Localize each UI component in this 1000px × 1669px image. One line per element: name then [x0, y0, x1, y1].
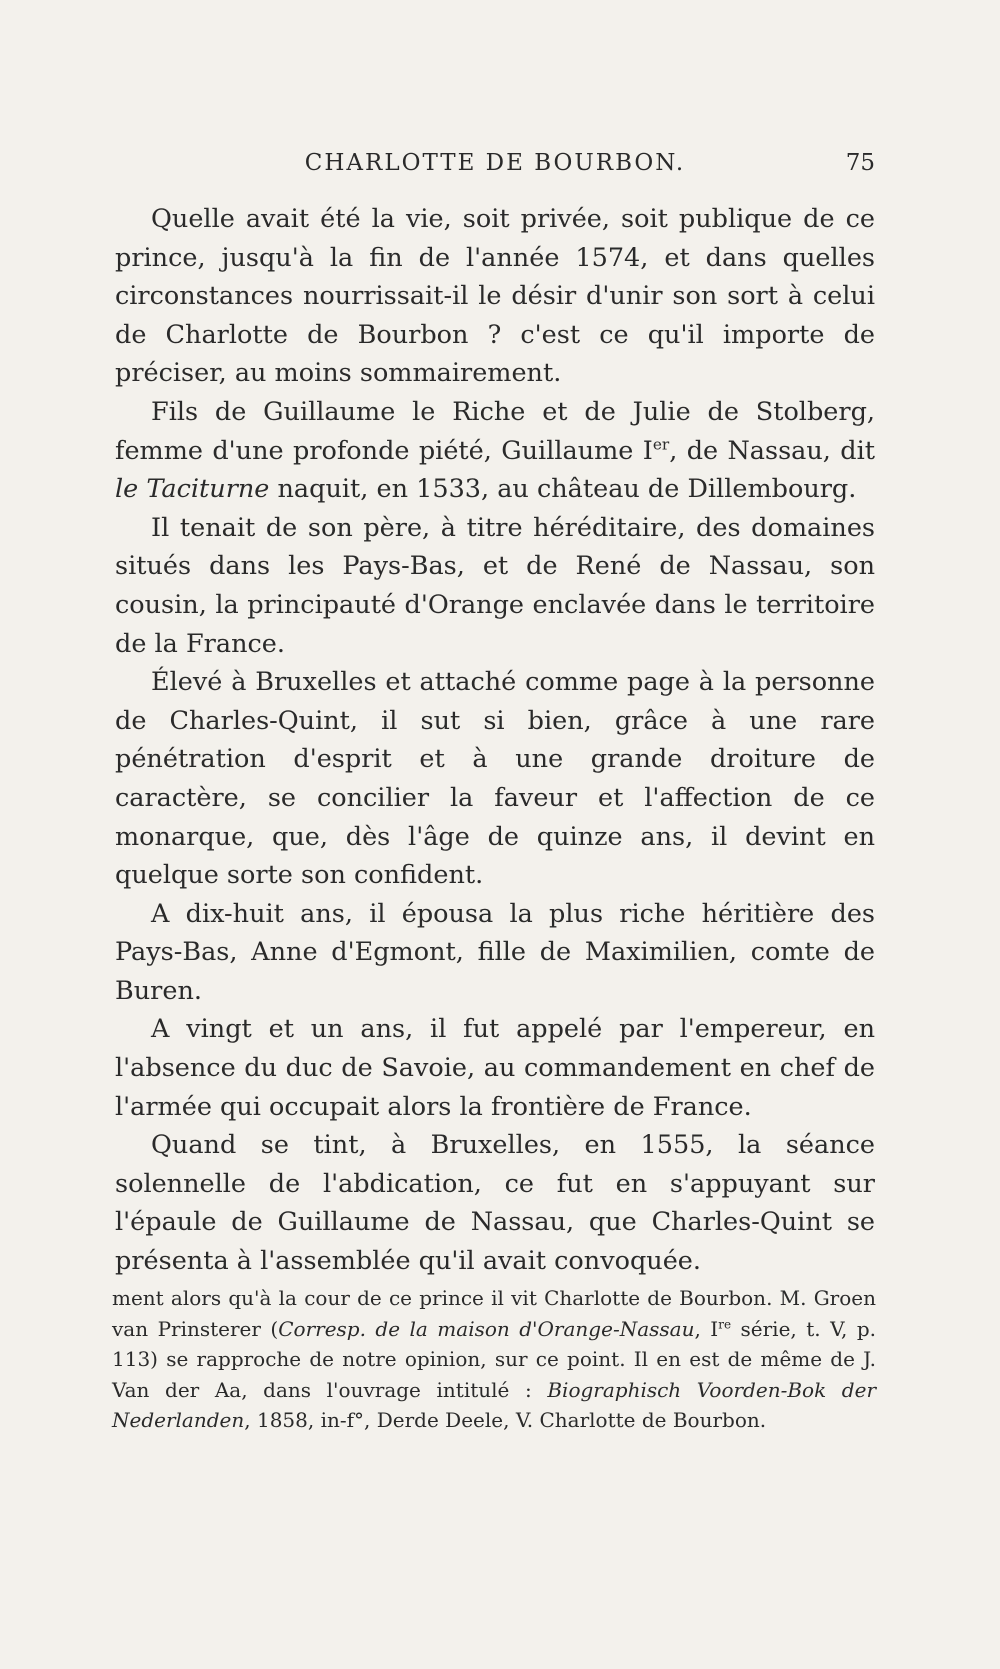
paragraph: A vingt et un ans, il fut appelé par l'empereur, en l'absence du duc de Savoie, au commandement en chef de l'armée qui occupait alors la frontière de France. [115, 1014, 875, 1122]
paragraph: A dix-huit ans, il épousa la plus riche héritière des Pays-Bas, Anne d'Egmont, fille de Maximilien, comte de Buren. [115, 898, 875, 1006]
italic-text: Biographisch Voorden-Bok der Nederlanden [112, 1377, 877, 1432]
paragraph: Quelle avait été la vie, soit privée, soit publique de ce prince, jusqu'à la fin de l'année 1574, et dans quelles circonstances nourrissait-il le désir d'unir son sort à celui de Charlotte de Bourbon ? c'est ce qu'il importe de préciser, au moins sommairement. [115, 204, 875, 389]
text-run: Fils de Guillaume le Riche et de Julie de Stolberg, femme d'une profonde piété, Guillaume I [115, 396, 875, 466]
body-text [115, 200, 875, 1281]
page-number: 75 [845, 150, 875, 176]
italic-text: Corresp. de la maison d'Orange-Nassau [278, 1316, 695, 1341]
text-run: , de Nassau, dit [669, 435, 875, 466]
superscript: re [718, 1316, 732, 1331]
paragraph [115, 393, 875, 509]
paragraph: Il tenait de son père, à titre héréditaire, des domaines situés dans les Pays-Bas, et de René de Nassau, son cousin, la principauté d'Orange enclavée dans le territoire de la France. [115, 512, 875, 659]
paragraph: Quand se tint, à Bruxelles, en 1555, la séance solennelle de l'abdication, ce fut en s'appuyant sur l'épaule de Guillaume de Nassau, que Charles-Quint se présenta à l'assemblée qu'il avait convoquée. [115, 1130, 875, 1277]
italic-text: le Taciturne [115, 474, 270, 505]
text-run: , I [694, 1316, 719, 1341]
text-run: , 1858, in-f°, Derde Deele, V. Charlotte de Bourbon. [244, 1408, 767, 1432]
footnote-text [112, 1283, 876, 1436]
running-title: CHARLOTTE DE BOURBON. [304, 150, 686, 176]
running-head [115, 150, 875, 186]
text-run: naquit, en 1533, au château de Dillembourg. [269, 474, 857, 505]
footnote [112, 1283, 876, 1436]
text-run: série, t. V, p. 113) se rapproche de notre opinion, sur ce point. Il en est de même de J. Van der Aa, dans l'ouvrage intitulé : [112, 1316, 877, 1402]
paragraph: Élevé à Bruxelles et attaché comme page à la personne de Charles-Quint, il sut si bien, grâce à une rare pénétration d'esprit et à une grande droiture de caractère, se concilier la faveur et l'affection de ce monarque, que, dès l'âge de quinze ans, il devint en quelque sorte son confident. [115, 667, 875, 891]
superscript: er [652, 435, 670, 454]
text-run: ment alors qu'à la cour de ce prince il vit Charlotte de Bourbon. M. Groen van Prinsterer ( [112, 1286, 876, 1341]
